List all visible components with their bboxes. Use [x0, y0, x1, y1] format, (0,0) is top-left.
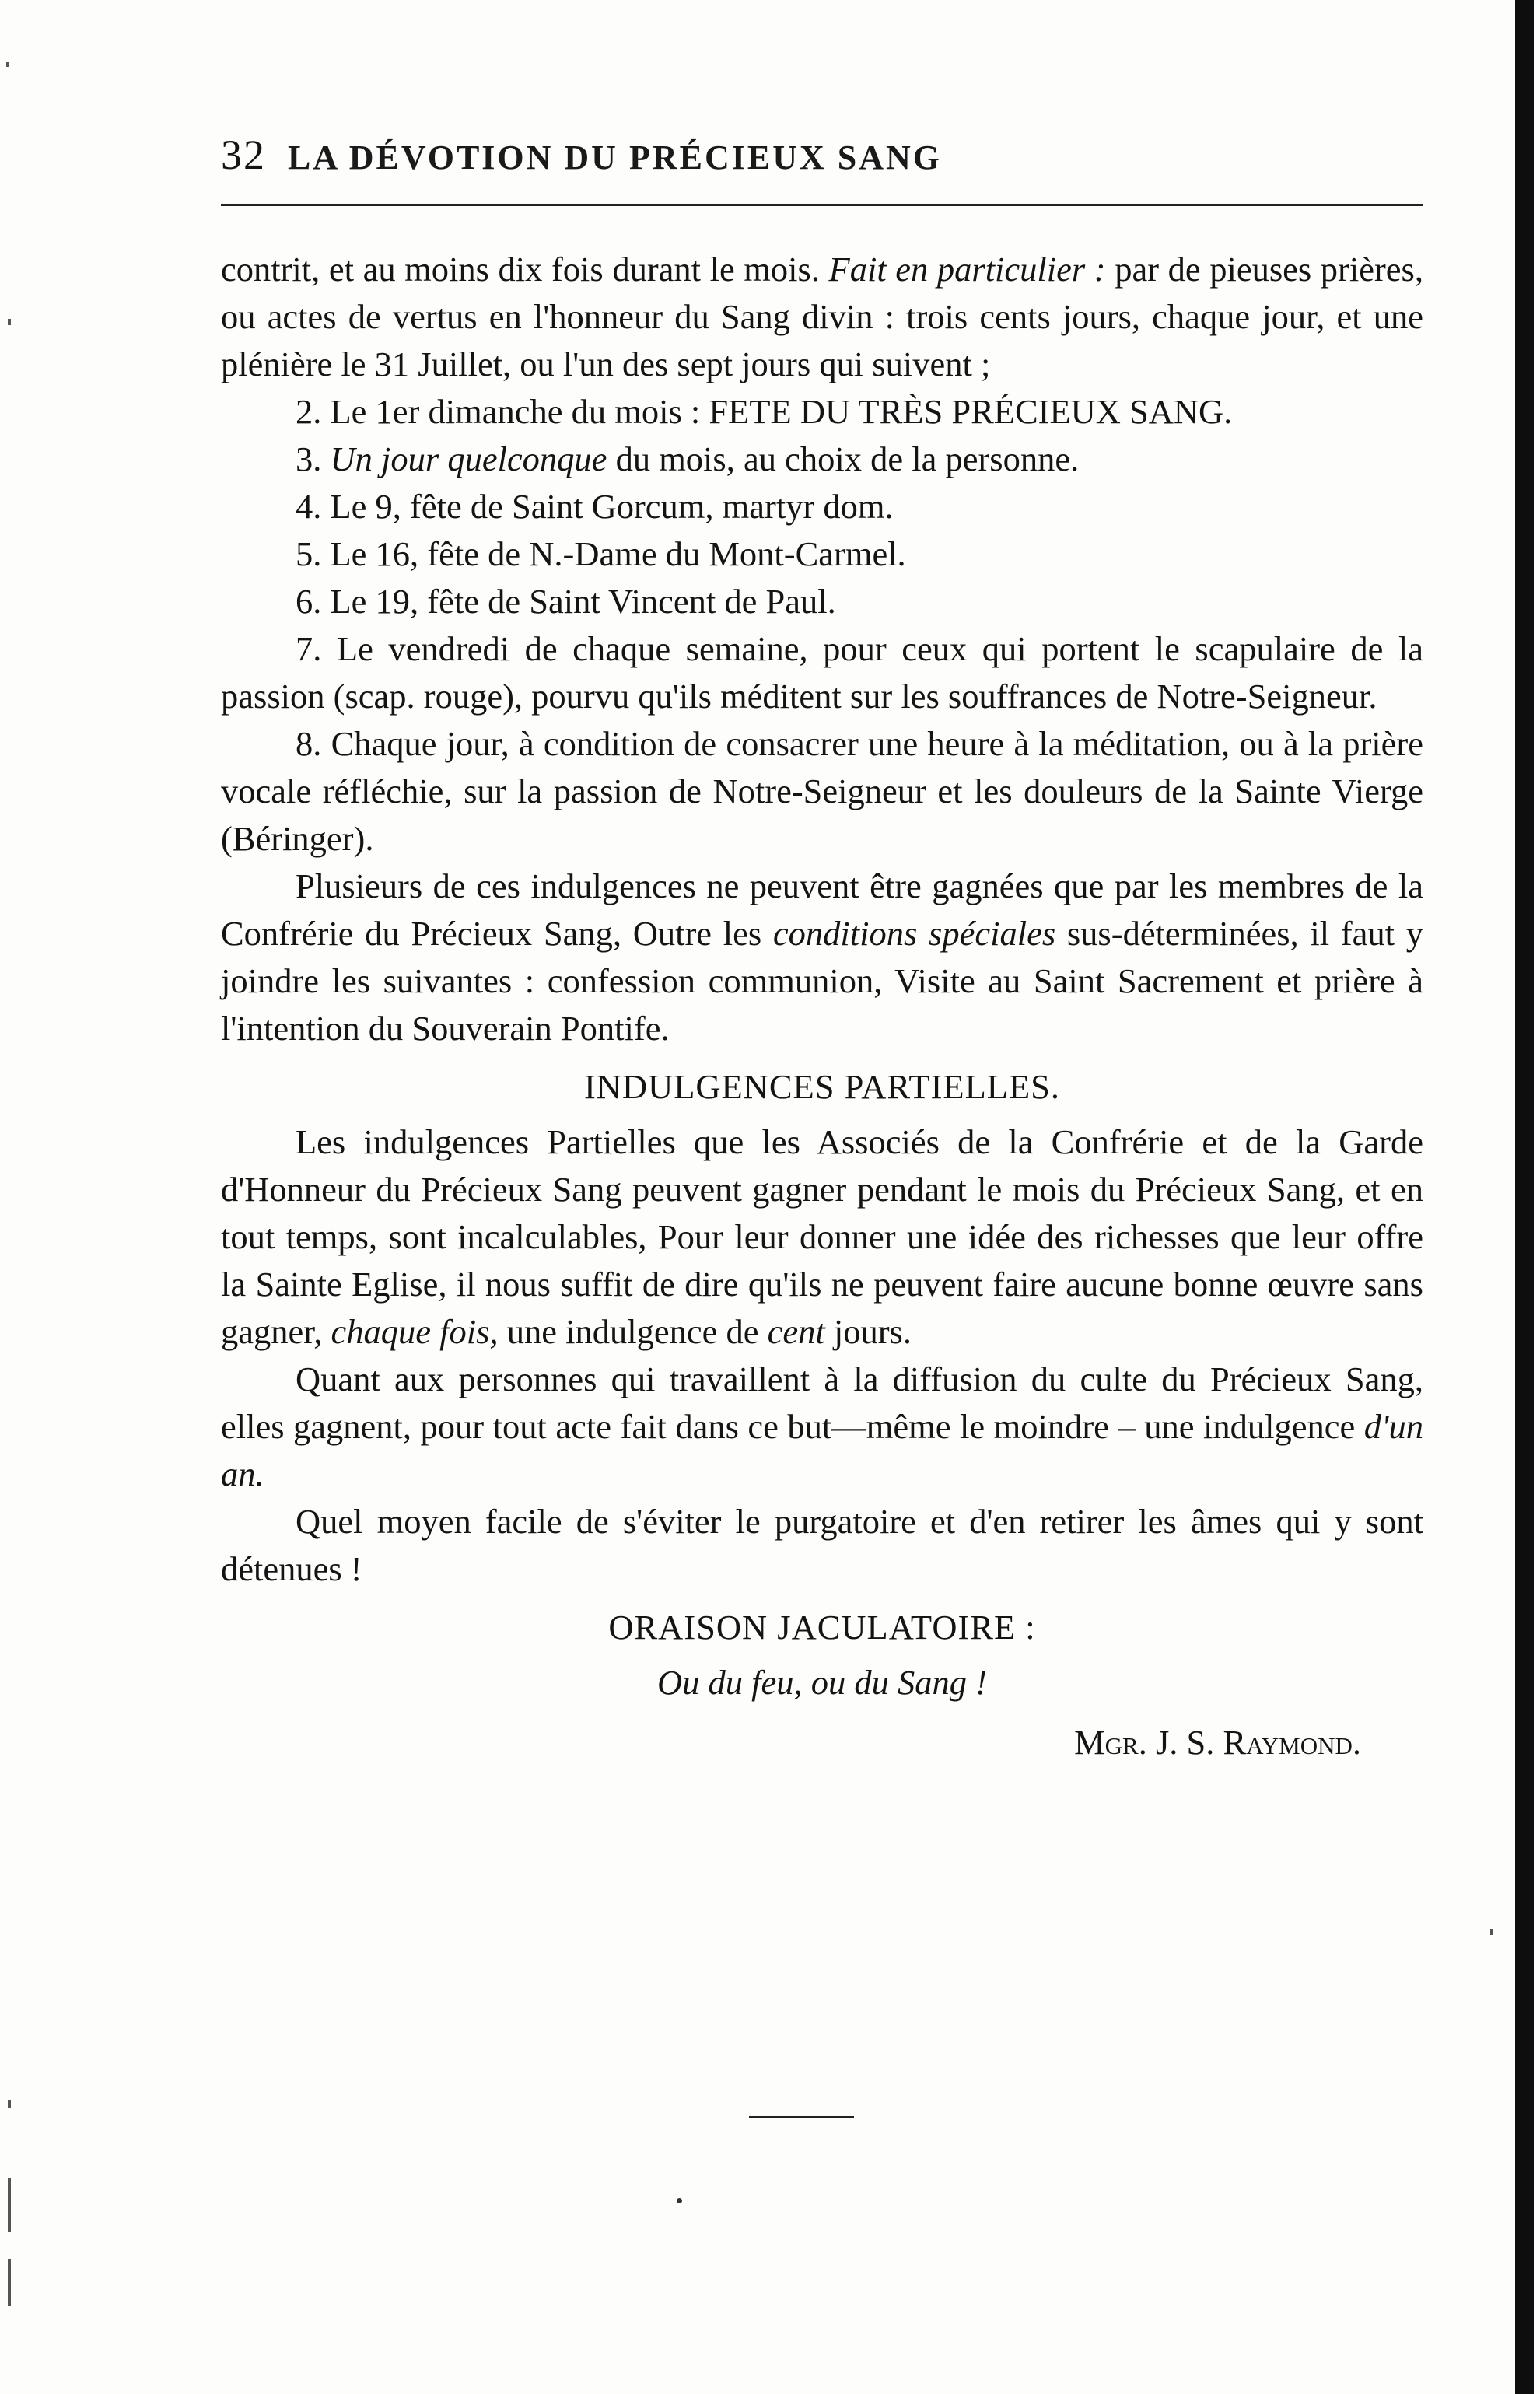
text-run: Quel moyen facile de s'éviter le purgatoire et d'en retirer les âmes qui y sont détenues ! — [221, 1502, 1423, 1588]
italic-text: Fait en particulier : — [828, 250, 1106, 289]
margin-mark — [8, 2259, 11, 2306]
text-run: 6. Le 19, fête de Saint Vincent de Paul. — [296, 582, 836, 621]
text-run: sus-déterminées, il faut y joindre les suivantes : confession communion, Visite au Saint Sacrement et prière à l'intention du Souverain Pontife. — [221, 914, 1423, 1048]
text-run: Les indulgences Partielles que les Associés de la Confrérie et de la Garde d'Honneur du Précieux Sang peuvent gagner pendant le mois du Précieux Sang, et en tout temps, sont incalculables, Pour leur donner une idée des richesses que leur offre la Sainte Eglise, il nous suffit de dire qu'ils ne peuvent faire aucune bonne œuvre sans gagner, — [221, 1122, 1423, 1351]
text-run: contrit, et au moins dix fois durant le mois. — [221, 250, 829, 289]
italic-text: cent — [767, 1312, 825, 1351]
prayer-heading: ORAISON JACULATOIRE : — [608, 1608, 1036, 1647]
paragraph — [221, 1356, 1423, 1498]
paragraph — [221, 1498, 1423, 1593]
running-title: LA DÉVOTION DU PRÉCIEUX SANG — [288, 138, 943, 177]
italic-text: chaque fois, — [331, 1312, 499, 1351]
section-heading: INDULGENCES PARTIELLES. — [583, 1067, 1061, 1106]
ink-dot — [677, 2198, 682, 2203]
italic-text: Un jour quelconque — [330, 439, 607, 478]
text-run: 5. Le 16, fête de N.-Dame du Mont-Carmel. — [296, 534, 906, 573]
prayer-text: Ou du feu, ou du Sang ! — [657, 1663, 987, 1702]
margin-mark — [8, 2100, 11, 2108]
paragraph — [221, 388, 1423, 436]
header-rule — [221, 204, 1423, 206]
paragraph — [221, 720, 1423, 863]
text-run: 3. — [296, 439, 331, 478]
text-run: 2. Le 1er dimanche du mois : FETE DU TRÈS PRÉCIEUX SANG. — [296, 392, 1233, 431]
paragraph — [221, 246, 1423, 388]
signature: Mgr. J. S. Raymond. — [1074, 1723, 1361, 1762]
italic-text: conditions spéciales — [772, 914, 1056, 953]
paragraph — [221, 1118, 1423, 1356]
paragraph — [221, 483, 1423, 530]
end-rule — [749, 2116, 854, 2118]
text-run: du mois, au choix de la personne. — [607, 439, 1080, 478]
paragraph — [221, 863, 1423, 1052]
text-run: 7. Le vendredi de chaque semaine, pour ceux qui portent le scapulaire de la passion (scap. rouge), pourvu qu'ils méditent sur les souffrances de Notre-Seigneur. — [221, 629, 1423, 716]
margin-mark — [1490, 1929, 1493, 1935]
text-run: une indulgence de — [498, 1312, 768, 1351]
body-text — [221, 246, 1423, 1766]
scan-edge-bar — [1515, 0, 1534, 2394]
text-run: 4. Le 9, fête de Saint Gorcum, martyr dom. — [296, 487, 894, 526]
text-run: 8. Chaque jour, à condition de consacrer une heure à la méditation, ou à la prière vocale réfléchie, sur la passion de Notre-Seigneur et les douleurs de la Sainte Vierge (Béringer). — [221, 724, 1423, 858]
margin-mark — [8, 2178, 11, 2232]
text-run: Quant aux personnes qui travaillent à la diffusion du culte du Précieux Sang, elles gagnent, pour tout acte fait dans ce but—même le moindre – une indulgence — [221, 1360, 1423, 1446]
page-header — [221, 131, 1426, 185]
text-run: Plusieurs de ces indulgences ne peuvent être gagnées que par les membres de la Confrérie du Précieux Sang, Outre les — [221, 866, 1423, 953]
paragraph — [221, 578, 1423, 625]
text-run: jours. — [824, 1312, 912, 1351]
paragraph — [221, 436, 1423, 483]
italic-text: d'un an. — [221, 1407, 1423, 1493]
paragraph — [221, 530, 1423, 578]
margin-mark — [6, 62, 9, 67]
paragraph — [221, 625, 1423, 720]
margin-mark — [8, 319, 11, 325]
page-number: 32 — [221, 131, 266, 178]
text-run: par de pieuses prières, ou actes de vertus en l'honneur du Sang divin : trois cents jours, chaque jour, et une plénière le 31 Juillet, ou l'un des sept jours qui suivent ; — [221, 250, 1423, 383]
